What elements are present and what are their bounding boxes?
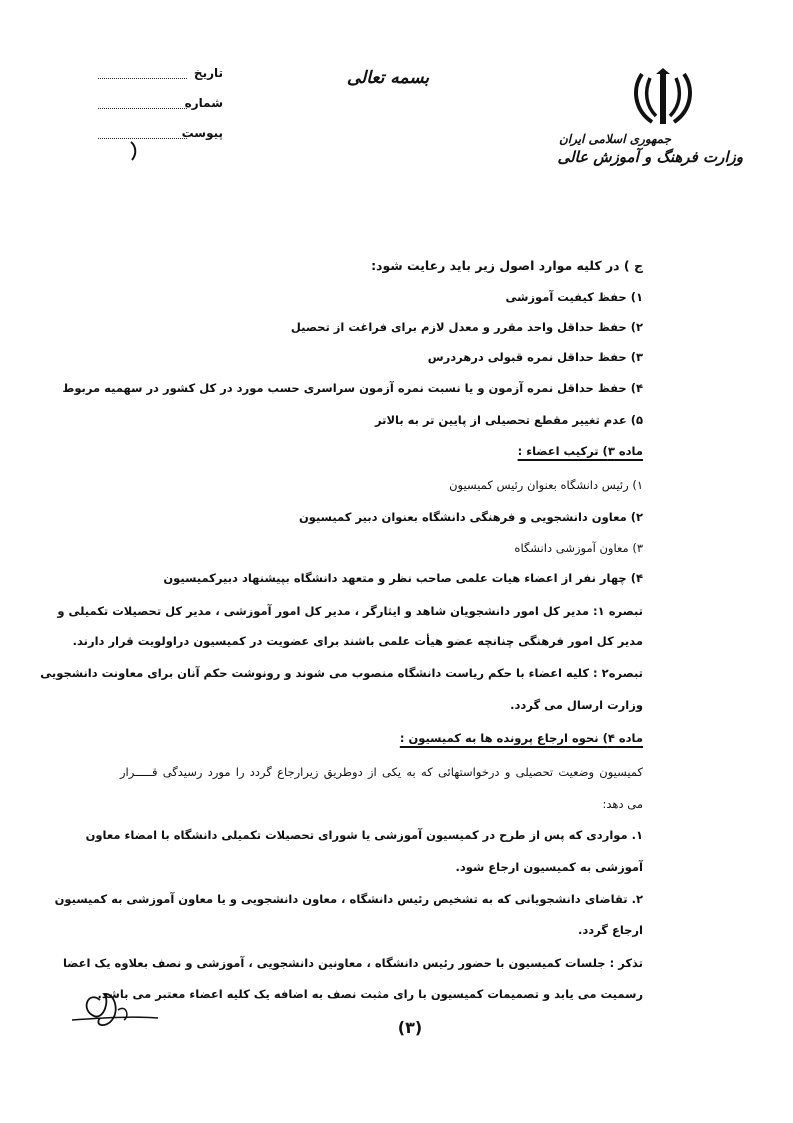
date-row xyxy=(98,66,223,86)
date-label: تاریخ xyxy=(193,66,223,80)
attachment-row xyxy=(98,126,223,146)
section-c-item-3: ۳) حفظ حداقل نمره قبولی درهردرس xyxy=(427,350,643,364)
reminder-line-1: تذکر : جلسات کمیسیون با حضور رئیس دانشگاه ، معاونین دانشجویی ، آموزشی و نصف بعلاوه یک اعضا xyxy=(62,956,643,970)
section-c-item-4: ۴) حفظ حداقل نمره آزمون و یا نسبت نمره آزمون سراسری حسب مورد در کل کشور در سهمیه مربوط xyxy=(62,381,643,395)
section-c-heading: ج ) در کلیه موارد اصول زیر باید رعایت شود: xyxy=(371,258,643,273)
page-number: (۳) xyxy=(397,1018,423,1037)
handwritten-mark-icon xyxy=(126,140,140,162)
note-1-line-2: مدیر کل امور فرهنگی چنانچه عضو هیأت علمی باشند برای عضویت در کمیسیون دراولویت قرار دارند. xyxy=(72,634,643,648)
article-4-heading-wrap xyxy=(120,731,643,745)
number-row xyxy=(98,96,223,116)
attachment-label: پیوست xyxy=(181,126,223,140)
article-3-item-1: ۱) رئیس دانشگاه بعنوان رئیس کمیسیون xyxy=(449,478,643,492)
date-line xyxy=(98,78,187,79)
article-3-item-4: ۴) چهار نفر از اعضاء هیات علمی صاحب نظر و متعهد دانشگاه بپیشنهاد دبیرکمیسیون xyxy=(163,571,643,585)
section-c-item-5: ۵) عدم تغییر مقطع تحصیلی از پایین تر به بالاتر xyxy=(374,413,643,427)
article-4-item-2-line-1: ۲. تقاضای دانشجویانی که به تشخیص رئیس دانشگاه ، معاون دانشجویی و یا معاون آموزشی به کمیسیون xyxy=(54,892,643,906)
reminder-line-2: رسمیت می یابد و تصمیمات کمیسیون با رای مثبت نصف به اضافه یک کلیه اعضاء معتبر می باشد. xyxy=(97,987,643,1001)
iran-emblem-icon xyxy=(630,66,696,130)
number-label: شماره xyxy=(184,96,223,110)
article-4-item-1-line-1: ۱. مواردی که پس از طرح در کمیسیون آموزشی یا شورای تحصیلات تکمیلی دانشگاه با امضاء معاون xyxy=(85,828,643,842)
article-4-item-2-line-2: ارجاع گردد. xyxy=(577,923,643,937)
article-4-heading: ماده ۴) نحوه ارجاع پرونده ها به کمیسیون : xyxy=(399,731,643,745)
ministry-block xyxy=(523,132,743,166)
article-3-heading-wrap xyxy=(120,444,643,458)
note-2-line-1: تبصره۲ : کلیه اعضاء با حکم ریاست دانشگاه منصوب می شوند و رونوشت حکم آنان برای معاونت دانشجویی xyxy=(40,666,643,680)
ministry-name: وزارت فرهنگ و آموزش عالی xyxy=(557,148,743,166)
section-c-item-1: ۱) حفظ کیفیت آموزشی xyxy=(505,290,643,304)
signature-icon xyxy=(70,980,160,1040)
note-2-line-2: وزارت ارسال می گردد. xyxy=(510,698,643,712)
article-4-intro-line-1: کمیسیون وضعیت تحصیلی و درخواستهائی که به یکی از دوطریق زیرارجاع گردد را مورد رسیدگی قـــــرار xyxy=(120,765,643,779)
bismillah-heading: بسمه تعالی xyxy=(346,68,430,88)
article-4-intro-line-2: می دهد: xyxy=(602,797,643,811)
article-3-heading: ماده ۳) ترکیب اعضاء : xyxy=(517,444,643,458)
attachment-line xyxy=(98,138,187,139)
article-3-item-2: ۲) معاون دانشجویی و فرهنگی دانشگاه بعنوان دبیر کمیسیون xyxy=(298,510,643,524)
country-name: جمهوری اسلامی ایران xyxy=(558,132,671,146)
number-line xyxy=(98,108,187,109)
article-4-item-1-line-2: آموزشی به کمیسیون ارجاع شود. xyxy=(455,860,643,874)
section-c-item-2: ۲) حفظ حداقل واحد مقرر و معدل لازم برای فراغت از تحصیل xyxy=(290,320,643,334)
note-1-line-1: تبصره ۱: مدیر کل امور دانشجویان شاهد و ایثارگر ، مدیر کل امور آموزشی ، مدیر کل تحصیلات تکمیلی و xyxy=(57,604,643,618)
article-3-item-3: ۳) معاون آموزشی دانشگاه xyxy=(514,541,643,555)
